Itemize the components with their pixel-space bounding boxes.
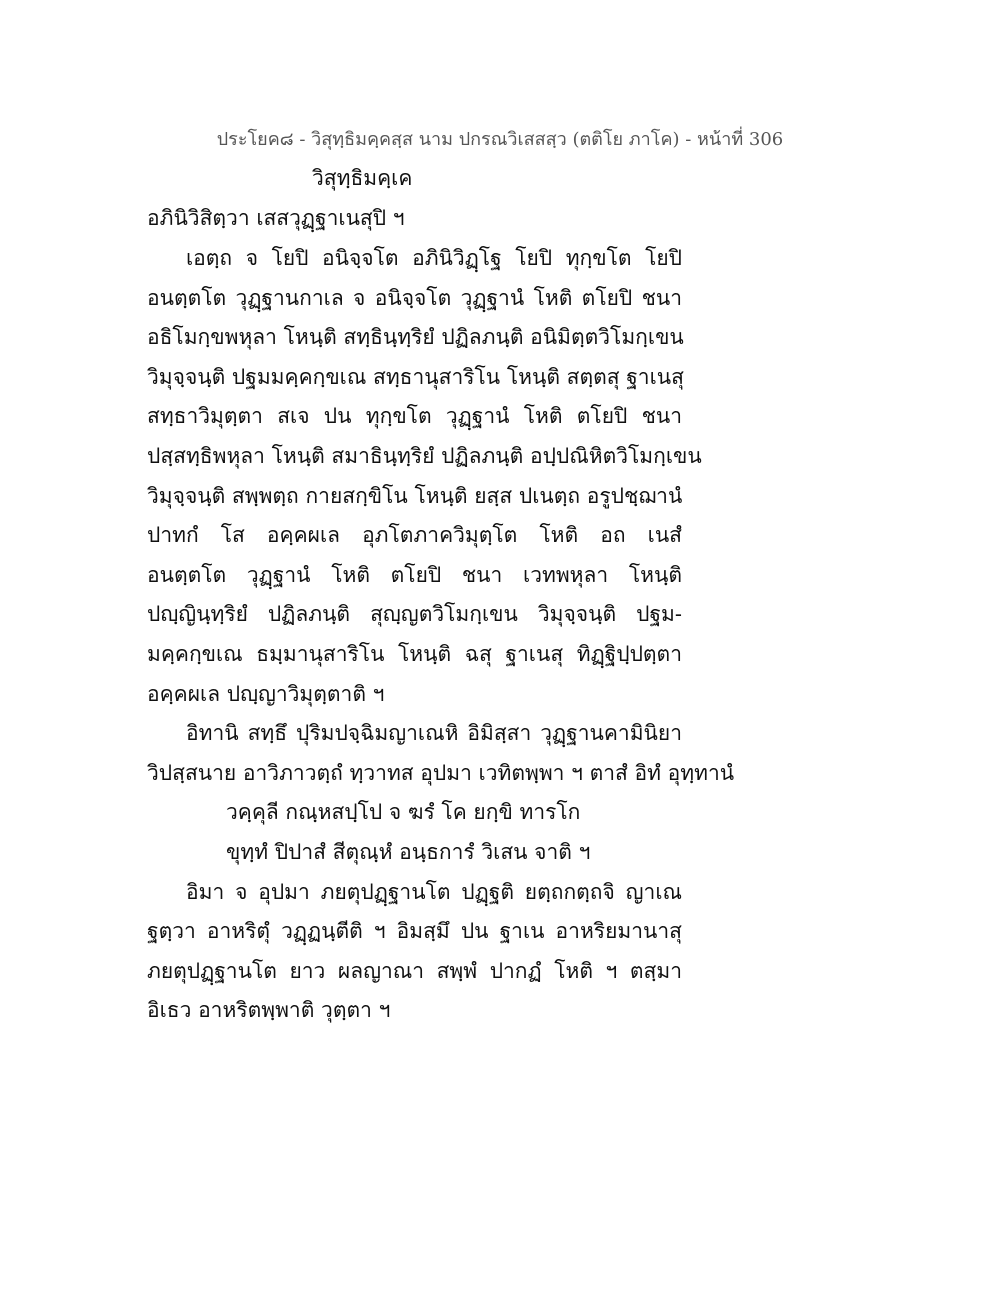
text-line: ปาทกํ โส อคฺคผเล อุภโตภาควิมุตฺโต โหติ อถ เนสํ: [147, 523, 682, 547]
verse-line: วคฺคุลี กณฺหสปฺโป จ ฆรํ โค ยกฺขิ ทารโก: [226, 800, 581, 824]
text-line: สทฺธาวิมุตฺตา สเจ ปน ทุกฺขโต วุฏฺฐานํ โหติ ตโยปิ ชนา: [147, 404, 682, 428]
text-line: อภินิวิสิตฺวา เสสวุฏฺฐาเนสุปิ ฯ: [147, 206, 405, 230]
text-line: ปสฺสทฺธิพหุลา โหนฺติ สมาธินฺทฺริยํ ปฏิลภนฺติ อปฺปณิหิตวิโมกฺเขน: [147, 444, 702, 468]
text-line: อคฺคผเล ปญฺญาวิมุตฺตาติ ฯ: [147, 682, 385, 706]
text-line: อิมา จ อุปมา ภยตุปฏฺฐานโต ปฏฺฐติ ยตฺถกตฺถจิ ญาเณ: [186, 880, 682, 904]
text-line: เอตฺถ จ โยปิ อนิจฺจโต อภินิวิฏฺโฐ โยปิ ทุกฺขโต โยปิ: [186, 246, 682, 270]
text-line: ฐตฺวา อาหริตุํ วฏฺฏนฺตีติ ฯ อิมสฺมึ ปน ฐาเน อาหริยมานาสุ: [147, 919, 682, 943]
text-line: ภยตุปฏฺฐานโต ยาว ผลญาณา สพฺพํ ปากฏํ โหติ ฯ ตสฺมา: [147, 959, 682, 983]
text-line: อนตฺตโต วุฏฺฐานํ โหติ ตโยปิ ชนา เวทพหุลา โหนฺติ: [147, 563, 682, 587]
text-line: วิมุจฺจนฺติ ปฐมมคฺคกฺขเณ สทฺธานุสาริโน โหนฺติ สตฺตสุ ฐาเนสุ: [147, 365, 684, 389]
text-line: อิทานิ สทฺธึ ปุริมปจฺฉิมญาเณหิ อิมิสฺสา วุฏฺฐานคามินิยา: [186, 721, 682, 745]
text-line: ปญฺญินฺทฺริยํ ปฏิลภนฺติ สุญฺญตวิโมกฺเขน วิมุจฺจนฺติ ปฐม-: [147, 602, 682, 626]
text-line: อธิโมกฺขพหุลา โหนฺติ สทฺธินฺทฺริยํ ปฏิลภนฺติ อนิมิตฺตวิโมกฺเขน: [147, 325, 684, 349]
text-line: วิมุจฺจนฺติ สพฺพตฺถ กายสกฺขิโน โหนฺติ ยสฺส ปเนตฺถ อรูปชฺฌานํ: [147, 484, 683, 508]
page-header: ประโยค๘ - วิสุทฺธิมคฺคสฺส นาม ปกรณวิเสสสฺว (ตติโย ภาโค) - หน้าที่ 306: [216, 129, 784, 150]
text-line: อนตฺตโต วุฏฺฐานกาเล จ อนิจฺจโต วุฏฺฐานํ โหติ ตโยปิ ชนา: [147, 286, 682, 310]
text-line: มคฺคกฺขเณ ธมฺมานุสาริโน โหนฺติ ฉสุ ฐาเนสุ ทิฏฺฐิปฺปตฺตา: [147, 642, 682, 666]
text-line: อิเธว อาหริตพฺพาติ วุตฺตา ฯ: [147, 998, 391, 1022]
text-line: วิปสฺสนาย อาวิภาวตฺถํ ทฺวาทส อุปมา เวทิตพฺพา ฯ ตาสํ อิทํ อุทฺทานํ: [147, 761, 735, 785]
section-title: วิสุทฺธิมคฺเค: [312, 166, 413, 190]
verse-line: ขุทฺทํ ปิปาสํ สีตุณฺหํ อนฺธการํ วิเสน จาติ ฯ: [226, 840, 591, 864]
